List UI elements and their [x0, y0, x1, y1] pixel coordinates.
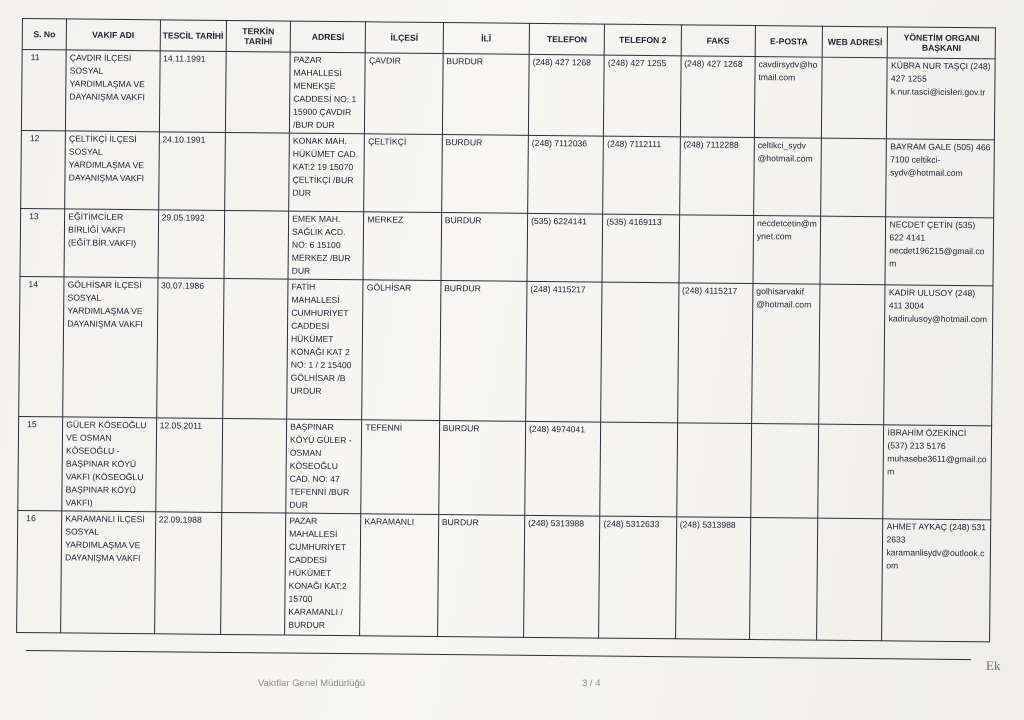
cell-faks: (248) 5313988 [675, 517, 750, 640]
cell-il: BURDUR [441, 213, 528, 282]
cell-baskan: İBRAHİM ÖZEKİNCİ (537) 213 5176 muhasebe3611@gmail.com [883, 425, 991, 520]
cell-baskan: KADİR ULUSOY (248) 411 3004 kadirulusoy@hotmail.com [884, 285, 993, 426]
cell-faks [679, 215, 754, 284]
cell-il: BURDUR [437, 515, 525, 638]
cell-telefon-2: (248) 7112111 [603, 136, 680, 215]
cell-tescil: 12.05.2011 [155, 418, 222, 513]
cell-tescil: 22.09.1988 [154, 512, 221, 635]
cell-faks: (248) 4115217 [677, 283, 753, 424]
cell-sno: 13 [20, 208, 65, 276]
cell-terkin [222, 418, 287, 513]
table-row [17, 510, 991, 641]
cell-faks: (248) 427 1268 [680, 56, 755, 138]
cell-vakif-adi: GÖLHİSAR İLÇESİ SOSYAL YARDIMLAŞMA VE DAYANIŞMA VAKFI [63, 277, 158, 418]
cell-web [820, 216, 886, 285]
header-adresi: ADRESİ [290, 21, 366, 53]
cell-sno: 15 [18, 416, 63, 510]
cell-sno: 14 [19, 276, 65, 416]
table-row [21, 130, 995, 217]
cell-il: BURDUR [438, 421, 525, 516]
cell-telefon-2: (248) 427 1255 [604, 55, 681, 137]
cell-terkin [220, 512, 285, 635]
page-divider-line [26, 650, 971, 660]
cell-telefon-2 [600, 422, 677, 517]
table-row [19, 276, 993, 425]
cell-web [821, 138, 887, 217]
table-row [18, 416, 992, 519]
cell-sno: 12 [21, 130, 66, 208]
cell-adres: PAZAR MAHALLESİ CUMHURİYET CADDESİ HÜKÜMET KONAĞI KAT:2 15700 KARAMANLI / BURDUR [285, 513, 361, 636]
header-e-posta: E-POSTA [755, 26, 823, 58]
cell-vakif-adi: ÇELTİKÇİ İLÇESİ SOSYAL YARDIMLAŞMA VE DAYANIŞMA VAKFI [65, 131, 159, 210]
header-telefon-2: TELEFON 2 [604, 24, 681, 56]
cell-tescil: 14.11.1991 [159, 51, 226, 133]
cell-telefon-2 [601, 282, 679, 423]
cell-sno: 16 [17, 510, 62, 632]
cell-e-posta [751, 424, 819, 519]
cell-web [818, 424, 884, 519]
header-ili: İLİ [443, 23, 530, 55]
table-wrapper [16, 18, 996, 642]
cell-baskan: KÜBRA NUR TAŞÇI (248) 427 1255 k.nur.tasci@icisleri.gov.tr [887, 58, 995, 140]
cell-vakif-adi: EĞİTİMCİLER BİRLİĞİ VAKFI (EĞİT.BİR.VAKFI) [64, 209, 158, 278]
table-row [20, 208, 994, 285]
cell-ilce: ÇELTİKÇİ [364, 134, 442, 213]
header-tescil-tarihi: TESCİL TARİHİ [160, 20, 227, 52]
table-row [21, 50, 995, 140]
cell-il: BURDUR [442, 54, 529, 136]
cell-telefon: (248) 427 1268 [528, 54, 604, 136]
cell-ilce: KARAMANLI [360, 514, 438, 637]
header-yonetim-organi: YÖNETİM ORGANI BAŞKANI [888, 27, 996, 59]
cell-e-posta: necdetcetin@mynet.com [753, 216, 821, 285]
header-faks: FAKS [681, 25, 756, 57]
cell-il: BURDUR [439, 281, 527, 422]
header-terkin-tarihi: TERKİN TARİHİ [226, 20, 291, 52]
cell-tescil: 24.10.1991 [158, 132, 225, 211]
cell-telefon: (248) 7112036 [528, 135, 604, 214]
cell-adres: KONAK MAH. HÜKÜMET CAD. KAT:2 19 15070 ÇELTİKÇİ /BUR DUR [289, 133, 365, 212]
cell-terkin [225, 51, 290, 133]
header-vakif-adi: VAKIF ADI [66, 19, 160, 51]
cell-adres: BAŞPINAR KÖYÜ GÜLER -OSMAN KÖSEOĞLU CAD. NO: 47 TEFENNİ /BUR DUR [286, 419, 362, 514]
cell-tescil: 30.07.1986 [156, 278, 224, 419]
cell-web [822, 57, 888, 139]
footer-page-number: 3 / 4 [582, 678, 601, 689]
footer-ek-mark: Ek [986, 658, 1001, 673]
foundation-table [16, 18, 996, 642]
cell-adres: PAZAR MAHALLESİ MENEKŞE CADDESİ NO: 1 15900 ÇAVDIR /BUR DUR [289, 52, 365, 134]
cell-adres: FATİH MAHALLESİ CUMHURİYET CADDESİ HÜKÜMET KONAĞI KAT 2 NO: 1 / 2 15400 GÖLHİSAR /B URDUR [287, 279, 364, 420]
cell-vakif-adi: GÜLER KÖSEOĞLU VE OSMAN KÖSEOĞLU - BAŞPINAR KÖYÜ VAKFI (KÖSEOĞLU BAŞPINAR KÖYÜ VAKFI) [62, 417, 156, 512]
cell-ilce: TEFENNİ [361, 420, 439, 515]
cell-tescil: 29.05.1992 [158, 210, 225, 279]
cell-baskan: AHMET AYKAÇ (248) 531 2633 karamanlisydv@outlook.com [882, 519, 991, 642]
cell-terkin [224, 132, 289, 211]
cell-baskan: BAYRAM GALE (505) 466 7100 celtikci-sydv@hotmail.com [886, 139, 994, 218]
cell-baskan: NECDET ÇETİN (535) 622 4141 necdet196215@gmail.com [885, 217, 993, 286]
cell-telefon-2: (535) 4169113 [602, 214, 679, 283]
cell-faks [676, 423, 751, 518]
cell-telefon: (248) 5313988 [524, 515, 600, 638]
cell-vakif-adi: KARAMANLI İLÇESİ SOSYAL YARDIMLAŞMA VE DAYANIŞMA VAKFI [61, 511, 156, 634]
header-ilcesi: İLÇESİ [366, 22, 444, 54]
cell-terkin [222, 278, 288, 419]
cell-ilce: GÖLHİSAR [362, 280, 441, 421]
cell-telefon: (248) 4115217 [526, 281, 603, 422]
cell-telefon-2: (248) 5312633 [599, 516, 676, 639]
cell-terkin [224, 210, 289, 279]
cell-vakif-adi: ÇAVDIR İLÇESİ SOSYAL YARDIMLAŞMA VE DAYANIŞMA VAKFI [66, 50, 160, 132]
cell-web [819, 284, 886, 425]
header-telefon: TELEFON [529, 23, 605, 55]
cell-e-posta: celtikci_sydv @hotmail.com [754, 138, 822, 217]
cell-telefon: (535) 6224141 [527, 213, 603, 282]
cell-sno: 11 [21, 50, 66, 131]
cell-ilce: MERKEZ [363, 212, 441, 281]
page-footer [0, 658, 1024, 692]
cell-ilce: ÇAVDIR [365, 53, 443, 135]
header-web-adresi: WEB ADRESİ [822, 26, 888, 58]
header-sno: S. No [22, 19, 66, 50]
cell-e-posta [749, 518, 817, 641]
cell-web [817, 518, 883, 641]
cell-e-posta: cavdirsydv@hotmail.com [754, 57, 822, 139]
cell-faks: (248) 7112288 [679, 137, 754, 216]
cell-adres: EMEK MAH. SAĞLIK ACD. NO: 6 15100 MERKEZ /BUR DUR [288, 211, 364, 280]
footer-organization: Vakıflar Genel Müdürlüğü [258, 678, 366, 689]
cell-e-posta: golhisarvakif @hotmail.com [752, 284, 821, 425]
cell-il: BURDUR [441, 135, 528, 214]
cell-telefon: (248) 4974041 [525, 421, 601, 516]
